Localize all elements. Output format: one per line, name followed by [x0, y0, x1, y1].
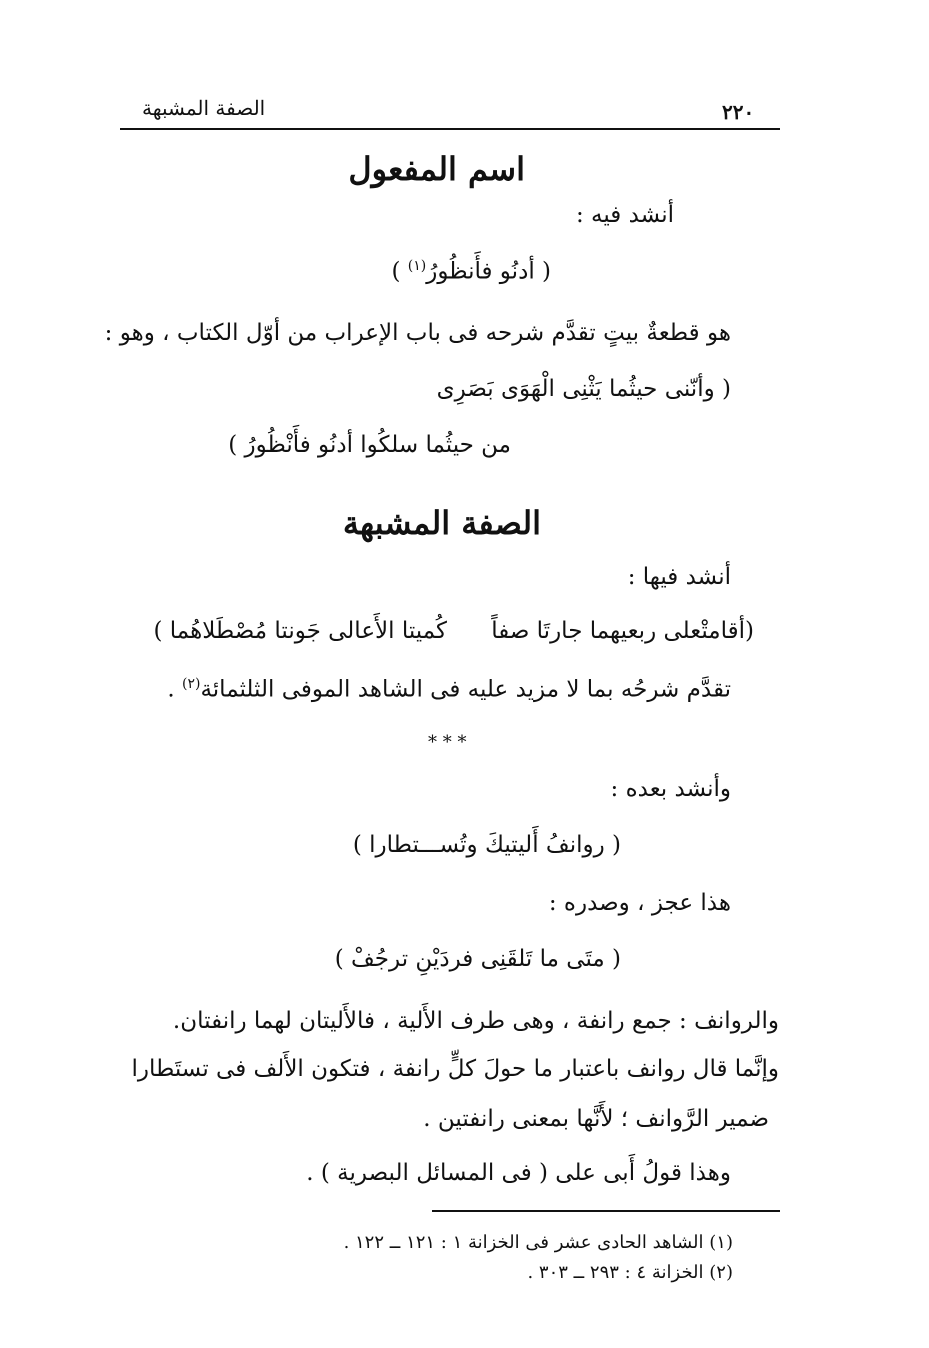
footnote-2: (٢) الخزانة ٤ : ٢٩٣ ــ ٣٠٣ . — [527, 1262, 733, 1283]
section2-verse-second-half: كُميتا الأَعالى جَونتا مُصْطَلاهُما ) — [153, 618, 447, 644]
section3-quote2: ( متَى ما تَلقَنِى فردَيْنِ ترجُفْ ) — [334, 946, 621, 972]
section3-para4: وهذا قولُ أَبى على ( فى المسائل البصرية ) . — [306, 1160, 731, 1186]
section3-para1: والروانف : جمع رانفة ، وهى طرف الأَلية ، فالأَليتان لهما رانفتان. — [172, 1008, 779, 1034]
running-title: الصفة المشبهة — [142, 96, 266, 120]
section-title-ism-al-maful: اسم المفعول — [348, 150, 525, 188]
section3-para2: وإنَّما قال روانف باعتبار ما حولَ كلٍّ رانفة ، فتكون الأَلف فى تستَطارا — [131, 1056, 779, 1082]
section1-explanation: هو قطعةٌ بيتٍ تقدَّم شرحه فى باب الإعراب من أوّل الكتاب ، وهو : — [104, 320, 731, 346]
section3-quote: ( روانفُ أَليتيكَ وتُســـتطارا ) — [352, 832, 621, 858]
quote-text: ( أدنُو فأَنظُورُ — [426, 258, 551, 285]
section-title-sifa-mushabbaha: الصفة المشبهة — [342, 504, 541, 542]
footnote-rule — [432, 1210, 780, 1212]
section1-verse-line1: ( وأنّنى حيثُما يَثْنِى الْهَوَى بَصَرِى — [436, 376, 731, 402]
section3-note: هذا عجز ، وصدره : — [548, 890, 731, 916]
section2-verse-first-half: (أقامتْعلى ربعيهما جارتَا صفاً — [491, 618, 754, 644]
header-rule — [120, 128, 780, 130]
footnote-1: (١) الشاهد الحادى عشر فى الخزانة ١ : ١٢١ ــ ١٢٢ . — [343, 1232, 733, 1253]
section1-quote — [391, 258, 551, 285]
footnote-ref-1: (١) — [407, 258, 427, 274]
explanation-end: . — [167, 676, 175, 703]
section-separator: * * * — [428, 732, 467, 753]
section1-verse-line2: من حيثُما سلكُوا أدنُو فأَنْظُورُ ) — [228, 432, 511, 458]
explanation-text: تقدَّم شرحُه بما لا مزيد عليه فى الشاهد الموفى الثلثمائة — [200, 676, 731, 703]
section2-intro: أنشد فيها : — [627, 564, 731, 590]
page-number: ٢٢٠ — [722, 100, 755, 124]
section3-intro: وأنشد بعده : — [610, 776, 731, 802]
section2-explanation — [167, 676, 731, 703]
section3-para3: ضمير الرَّوانف ؛ لأَنَّها بمعنى رانفتين . — [423, 1106, 769, 1132]
quote-close: ) — [391, 258, 401, 285]
section1-intro: أنشد فيه : — [575, 202, 674, 228]
footnote-ref-2: (٢) — [181, 676, 201, 692]
